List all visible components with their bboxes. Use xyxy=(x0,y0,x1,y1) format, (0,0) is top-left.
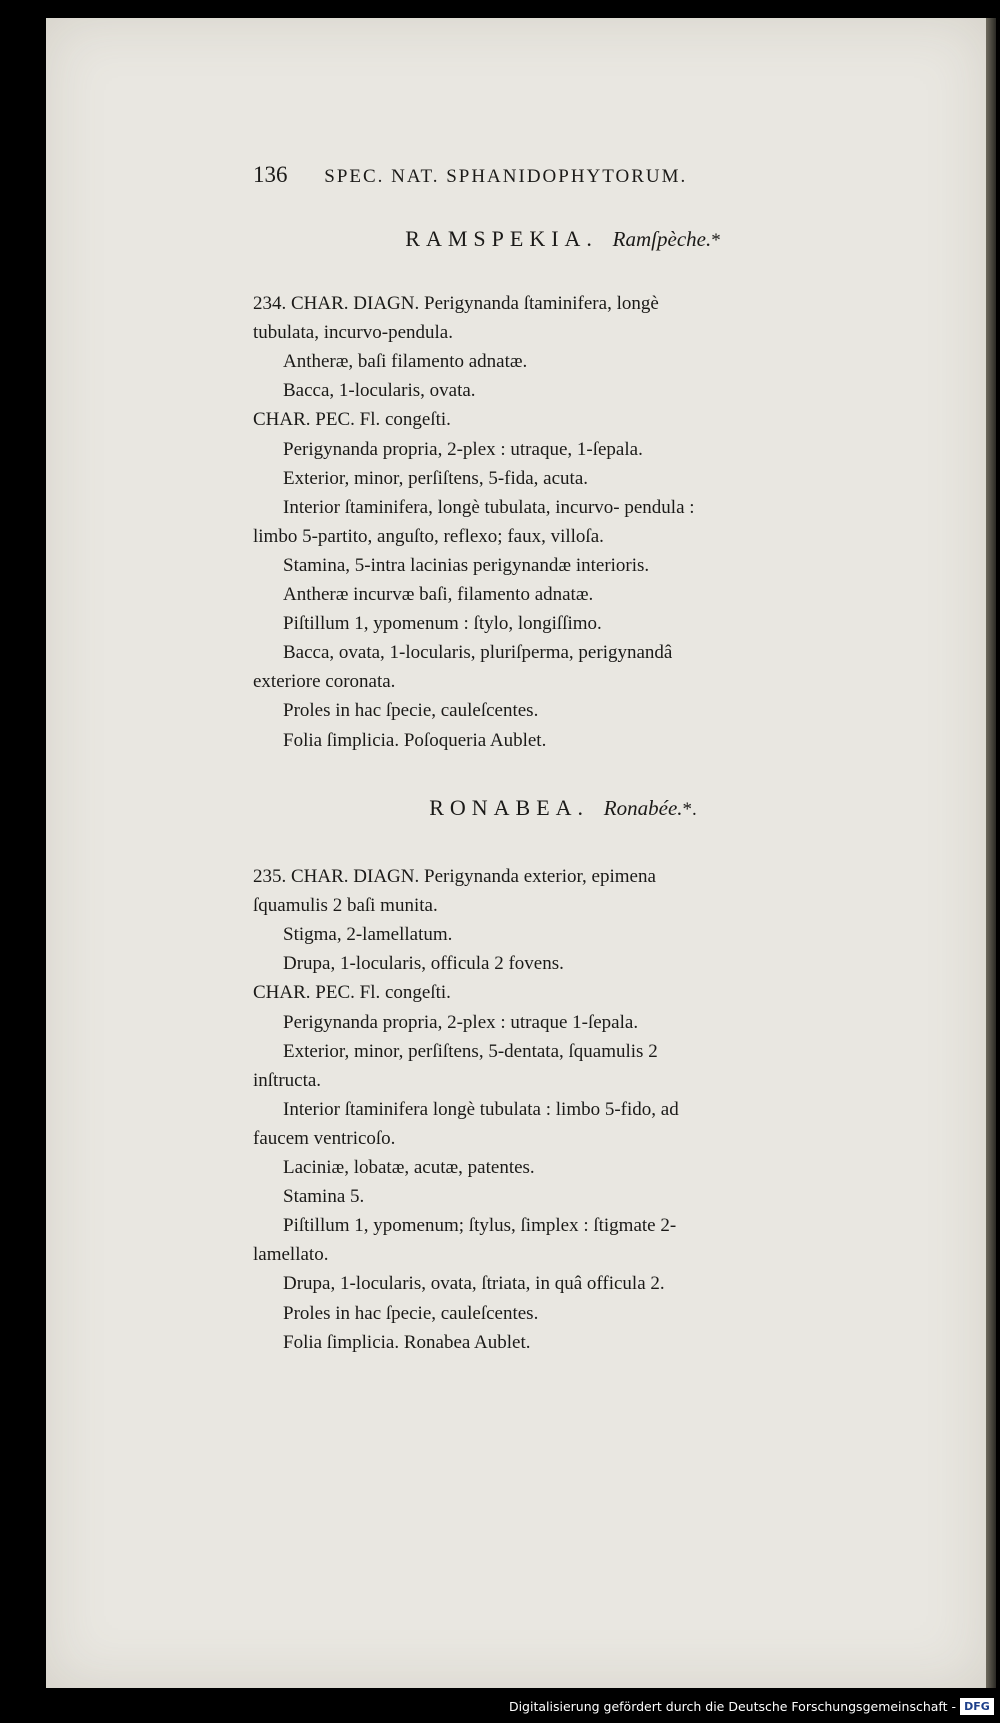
text-line: 234. CHAR. DIAGN. Perigynanda ſtaminifera, longè xyxy=(253,293,659,314)
text-line: Bacca, 1-locularis, ovata. xyxy=(283,380,476,402)
text-line: Antheræ, baſi filamento adnatæ. xyxy=(283,351,528,373)
running-title: SPEC. NAT. SPHANIDOPHYTORUM. xyxy=(324,166,688,187)
genus-heading-ronabea: RONABEA. Ronabée.*. xyxy=(429,795,697,820)
book-page xyxy=(46,18,986,1688)
text-line: Stigma, 2-lamellatum. xyxy=(283,924,453,946)
text-line: CHAR. PEC. Fl. congeſti. xyxy=(253,982,451,1004)
text-line: Antheræ incurvæ baſi, filamento adnatæ. xyxy=(283,584,594,605)
text-line: Drupa, 1-locularis, officula 2 fovens. xyxy=(283,953,564,975)
text-line: Perigynanda propria, 2-plex : utraque 1-ſepala. xyxy=(283,1011,639,1033)
text-line: Proles in hac ſpecie, cauleſcentes. xyxy=(283,1302,539,1324)
text-line: 235. CHAR. DIAGN. Perigynanda exterior, epimena xyxy=(253,866,656,887)
text-line: tubulata, incurvo-pendula. xyxy=(253,322,453,344)
text-line: lamellato. xyxy=(253,1244,329,1266)
text-line: Interior ſtaminifera longè tubulata : limbo 5-fido, ad xyxy=(283,1098,679,1120)
text-line: Exterior, minor, perſiſtens, 5-fida, acuta. xyxy=(283,467,589,489)
text-line: inſtructa. xyxy=(253,1069,322,1091)
digitization-footer xyxy=(0,1689,1000,1723)
text-line: Interior ſtaminifera, longè tubulata, incurvo- pendula : xyxy=(283,496,695,518)
text-line: CHAR. PEC. Fl. congeſti. xyxy=(253,409,451,431)
text-line: Drupa, 1-locularis, ovata, ſtriata, in quâ officula 2. xyxy=(283,1273,665,1295)
text-line: Proles in hac ſpecie, cauleſcentes. xyxy=(283,700,539,722)
page-number: 136 xyxy=(253,162,288,187)
page-edge xyxy=(986,18,996,1688)
dfg-logo: DFG xyxy=(960,1698,994,1715)
text-line: Bacca, ovata, 1-locularis, pluriſperma, perigynandâ xyxy=(283,642,673,664)
running-head xyxy=(253,162,687,188)
text-line: Folia ſimplicia. Poſoqueria Aublet. xyxy=(283,729,547,751)
text-line: Perigynanda propria, 2-plex : utraque, 1-ſepala. xyxy=(283,438,643,460)
text-line: Folia ſimplicia. Ronabea Aublet. xyxy=(283,1331,531,1353)
text-line: Piſtillum 1, ypomenum; ſtylus, ſimplex : ſtigmate 2- xyxy=(283,1215,677,1237)
footer-text: Digitalisierung gefördert durch die Deutsche Forschungsgemeinschaft - xyxy=(508,1699,956,1714)
text-line: Stamina, 5-intra lacinias perigynandæ interioris. xyxy=(283,554,650,576)
text-line: Exterior, minor, perſiſtens, 5-dentata, ſquamulis 2 xyxy=(283,1040,658,1062)
text-line: faucem ventricoſo. xyxy=(253,1127,396,1149)
text-line: ſquamulis 2 baſi munita. xyxy=(253,895,438,917)
genus-heading-ramspekia: RAMSPEKIA. Ramſpèche.* xyxy=(405,226,721,251)
text-line: Stamina 5. xyxy=(283,1186,365,1208)
text-line: limbo 5-partito, anguſto, reflexo; faux, villoſa. xyxy=(253,525,604,547)
text-line: exteriore coronata. xyxy=(253,671,396,693)
text-line: Piſtillum 1, ypomenum : ſtylo, longiſſimo. xyxy=(283,613,602,635)
text-line: Laciniæ, lobatæ, acutæ, patentes. xyxy=(283,1157,535,1178)
